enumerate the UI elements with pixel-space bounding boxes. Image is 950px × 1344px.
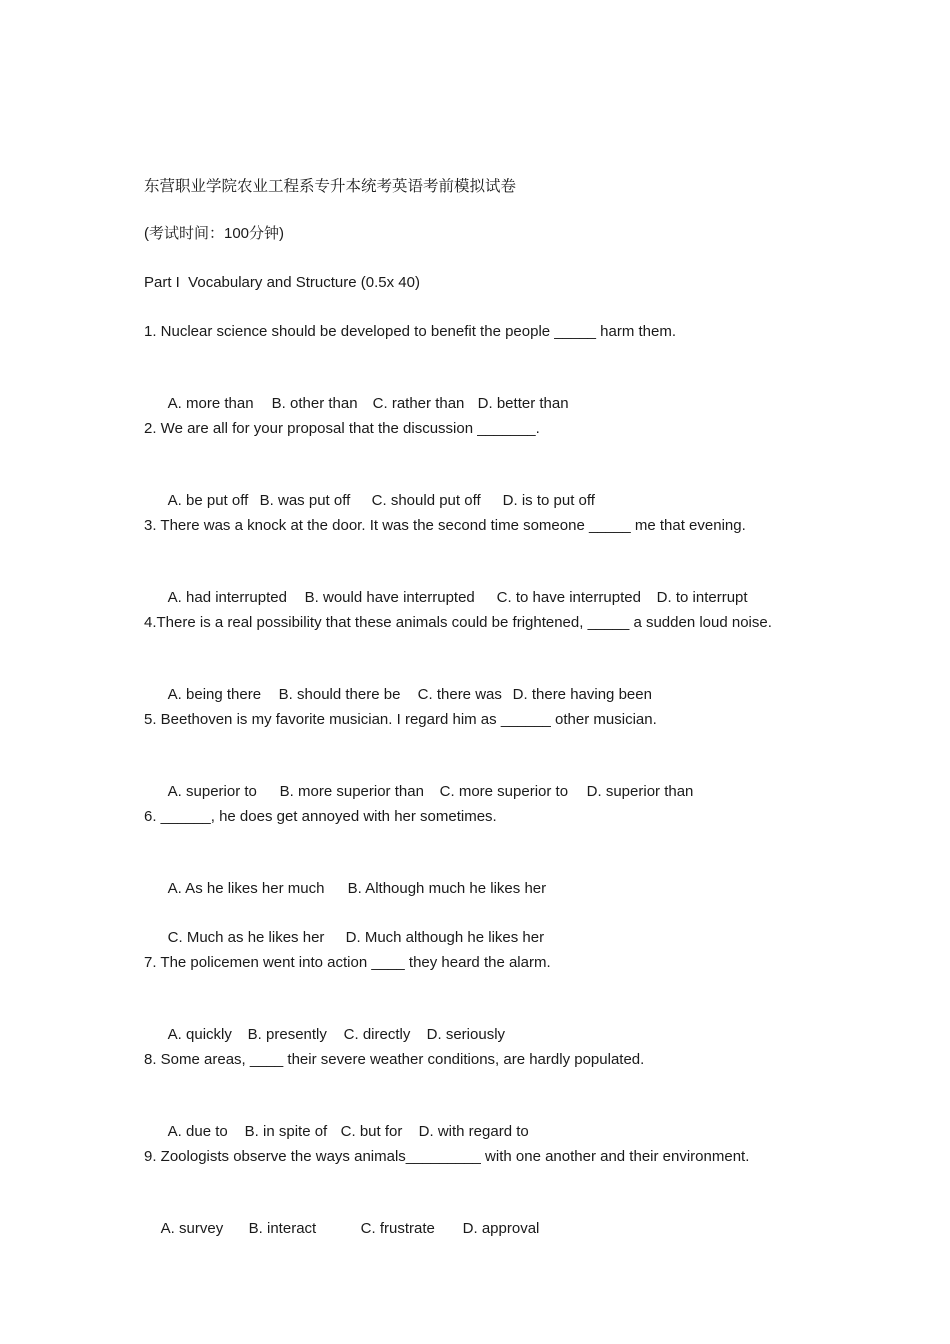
option-d: D. better than [477, 395, 569, 412]
question-3-options [151, 562, 748, 606]
question-1-stem: 1. Nuclear science should be developed to benefit the people _____ harm them. [144, 323, 677, 340]
option-a: A. more than [167, 395, 254, 412]
question-7-options [151, 999, 506, 1043]
option-a: A. quickly [167, 1026, 232, 1043]
option-d: D. approval [462, 1220, 540, 1237]
question-8-options [151, 1096, 529, 1140]
option-b: B. in spite of [244, 1123, 328, 1140]
question-5-options [151, 756, 694, 800]
option-b: B. interact [248, 1220, 317, 1237]
option-a: A. being there [167, 686, 262, 703]
question-9-stem: 9. Zoologists observe the ways animals_________ with one another and their environment. [144, 1148, 750, 1165]
option-c: C. to have interrupted [496, 589, 641, 606]
question-6-options-row-1 [151, 853, 547, 897]
option-c: C. there was [417, 686, 502, 703]
option-d: D. Much although he likes her [345, 929, 545, 946]
option-a: A. due to [167, 1123, 228, 1140]
option-d: D. superior than [586, 783, 694, 800]
question-2-options [151, 465, 595, 509]
option-c: C. Much as he likes her [167, 929, 325, 946]
option-c: C. but for [340, 1123, 403, 1140]
option-c: C. more superior to [439, 783, 569, 800]
option-d: D. with regard to [418, 1123, 529, 1140]
question-8-stem: 8. Some areas, ____ their severe weather conditions, are hardly populated. [144, 1051, 645, 1068]
option-a: A. be put off [167, 492, 249, 509]
option-b: B. other than [271, 395, 358, 412]
option-a: A. As he likes her much [167, 880, 325, 897]
question-1-options [151, 368, 569, 412]
option-b: B. should there be [278, 686, 401, 703]
option-a: A. had interrupted [167, 589, 287, 606]
option-d: D. seriously [426, 1026, 506, 1043]
option-c: C. rather than [372, 395, 465, 412]
option-d: D. there having been [512, 686, 652, 703]
question-5-stem: 5. Beethoven is my favorite musician. I regard him as ______ other musician. [144, 711, 657, 728]
question-9-options [144, 1193, 540, 1237]
option-d: D. to interrupt [656, 589, 748, 606]
option-a: A. survey [160, 1220, 224, 1237]
question-4-stem: 4.There is a real possibility that these animals could be frightened, _____ a sudden loud noise. [144, 614, 772, 631]
question-4-options [151, 659, 652, 703]
option-b: B. Although much he likes her [347, 880, 547, 897]
option-c: C. should put off [371, 492, 481, 509]
question-6-stem: 6. ______, he does get annoyed with her sometimes. [144, 808, 497, 825]
part-title: Part I Vocabulary and Structure (0.5x 40) [144, 274, 420, 291]
document-title: 东营职业学院农业工程系专升本统考英语考前模拟试卷 [144, 178, 517, 195]
question-6-options-row-2 [151, 902, 545, 946]
option-b: B. was put off [259, 492, 351, 509]
question-3-stem: 3. There was a knock at the door. It was the second time someone _____ me that evening. [144, 517, 746, 534]
question-7-stem: 7. The policemen went into action ____ they heard the alarm. [144, 954, 551, 971]
option-b: B. would have interrupted [304, 589, 475, 606]
option-b: B. presently [247, 1026, 327, 1043]
exam-time-note: (考试时间：100分钟) [144, 225, 285, 242]
option-d: D. is to put off [502, 492, 595, 509]
option-c: C. frustrate [360, 1220, 435, 1237]
option-b: B. more superior than [279, 783, 424, 800]
option-a: A. superior to [167, 783, 257, 800]
question-2-stem: 2. We are all for your proposal that the discussion _______. [144, 420, 540, 437]
option-c: C. directly [343, 1026, 411, 1043]
